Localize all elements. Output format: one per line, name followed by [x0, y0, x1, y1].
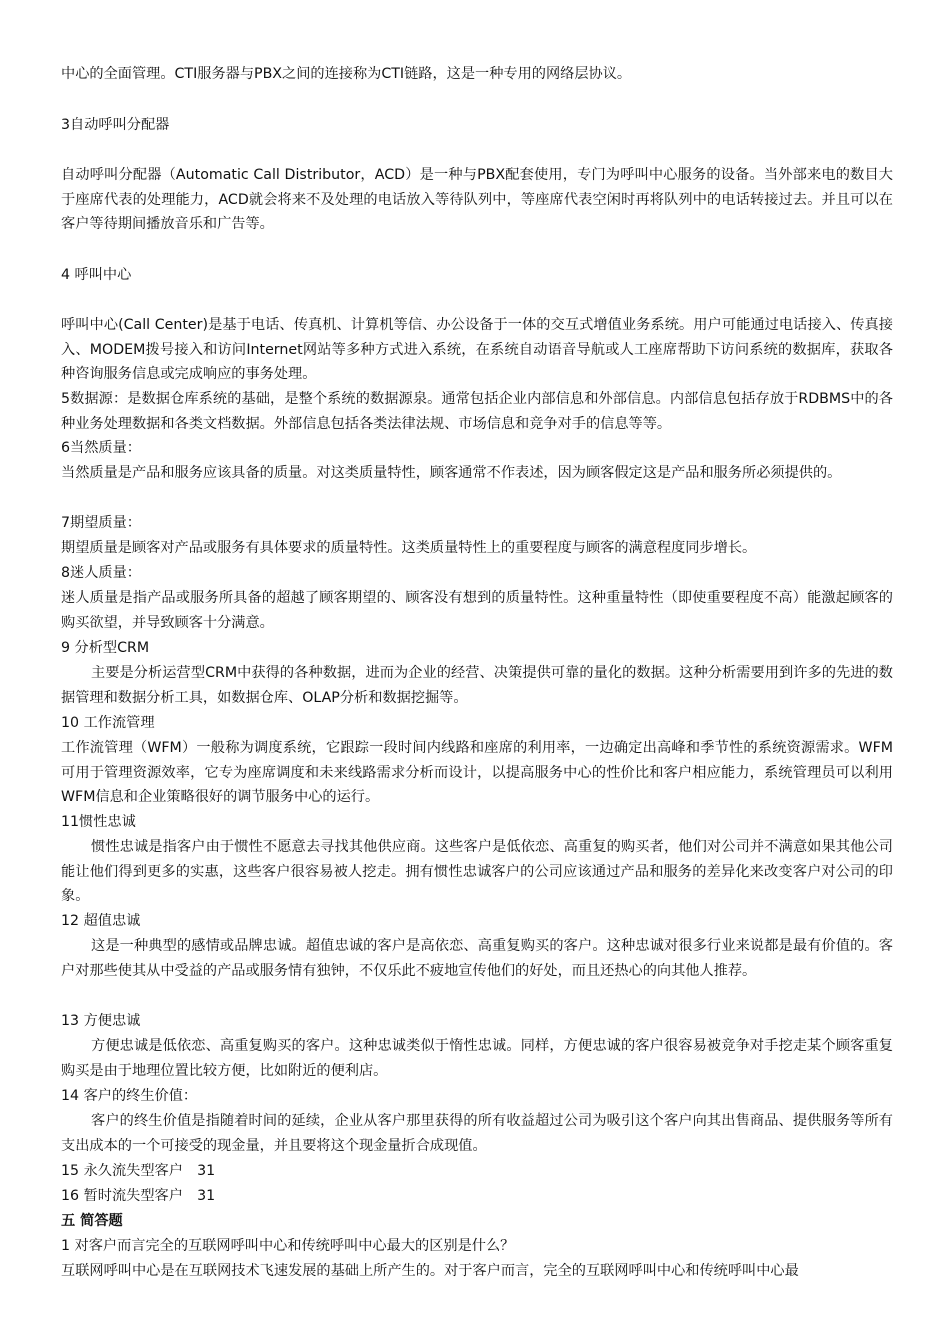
heading-natural-quality: 6当然质量： — [61, 440, 141, 456]
heading-analytical-crm: 9 分析型CRM — [61, 640, 150, 656]
heading-inertia-loyalty: 11惯性忠诚 — [61, 814, 136, 830]
paragraph-cti-link: 中心的全面管理。CTI服务器与PBX之间的连接称为CTI链路，这是一种专用的网络层协议。 — [61, 66, 632, 82]
heading-premium-loyalty: 12 超值忠诚 — [61, 913, 141, 929]
paragraph-lifetime-value: 客户的终生价值是指随着时间的延续，企业从客户那里获得的所有收益超过公司为吸引这个客户向其出售商品、提供服务等所有支出成本的一个可接受的现金量，并且要将这个现金量折合成现值。 — [61, 1113, 893, 1154]
paragraph-acd: 自动呼叫分配器（Automatic Call Distributor，ACD）是一种与PBX配套使用，专门为呼叫中心服务的设备。当外部来电的数目大于座席代表的处理能力，ACD就会将来不及处理的电话放入等待队列中，等座席代表空闲时再将队列中的电话转接过去。并且可以在客户等待期间播放音乐和广告等。 — [61, 167, 893, 233]
heading-call-center: 4 呼叫中心 — [61, 267, 132, 283]
heading-workflow: 10 工作流管理 — [61, 715, 155, 731]
item-temporary-churn: 16 暂时流失型客户 31 — [61, 1188, 216, 1204]
heading-lifetime-value: 14 客户的终生价值： — [61, 1088, 198, 1104]
heading-expected-quality: 7期望质量： — [61, 515, 141, 531]
paragraph-call-center: 呼叫中心(Call Center)是基于电话、传真机、计算机等信、办公设备于一体的交互式增值业务系统。用户可能通过电话接入、传真接入、MODEM拨号接入和访问Internet网站等多种方式进入系统，在系统自动语音导航或人工座席帮助下访问系统的数据库，获取各种咨询服务信息或完成响应的事务处理。 — [61, 317, 893, 383]
heading-acd: 3自动呼叫分配器 — [61, 117, 170, 133]
paragraph-charming-quality: 迷人质量是指产品或服务所具备的超越了顾客期望的、顾客没有想到的质量特性。这种重量特性（即使重要程度不高）能激起顾客的购买欲望，并导致顾客十分满意。 — [61, 590, 893, 631]
paragraph-natural-quality: 当然质量是产品和服务应该具备的质量。对这类质量特性，顾客通常不作表述，因为顾客假定这是产品和服务所必须提供的。 — [61, 465, 842, 481]
item-permanent-churn: 15 永久流失型客户 31 — [61, 1163, 216, 1179]
paragraph-inertia-loyalty: 惯性忠诚是指客户由于惯性不愿意去寻找其他供应商。这些客户是低依恋、高重复的购买者，他们对公司并不满意如果其他公司能让他们得到更多的实惠，这些客户很容易被人挖走。拥有惯性忠诚客户的公司应该通过产品和服务的差异化来改变客户对公司的印象。 — [61, 839, 893, 905]
paragraph-premium-loyalty: 这是一种典型的感情或品牌忠诚。超值忠诚的客户是高依恋、高重复购买的客户。这种忠诚对很多行业来说都是最有价值的。客户对那些使其从中受益的产品或服务情有独钟，不仅乐此不疲地宣传他们的好处，而且还热心的向其他人推荐。 — [61, 938, 893, 979]
question-1: 1 对客户而言完全的互联网呼叫中心和传统呼叫中心最大的区别是什么？ — [61, 1238, 515, 1254]
paragraph-analytical-crm: 主要是分析运营型CRM中获得的各种数据，进而为企业的经营、决策提供可靠的量化的数据。这种分析需要用到许多的先进的数据管理和数据分析工具，如数据仓库、OLAP分析和数据挖掘等。 — [61, 665, 893, 706]
paragraph-data-source: 5数据源：是数据仓库系统的基础，是整个系统的数据源泉。通常包括企业内部信息和外部信息。内部信息包括存放于RDBMS中的各种业务处理数据和各类文档数据。外部信息包括各类法律法规、市场信息和竞争对手的信息等等。 — [61, 391, 893, 432]
heading-convenience-loyalty: 13 方便忠诚 — [61, 1013, 141, 1029]
heading-charming-quality: 8迷人质量： — [61, 565, 141, 581]
answer-1-start: 互联网呼叫中心是在互联网技术飞速发展的基础上所产生的。对于客户而言，完全的互联网呼叫中心和传统呼叫中心最 — [61, 1263, 799, 1279]
paragraph-convenience-loyalty: 方便忠诚是低依恋、高重复购买的客户。这种忠诚类似于惰性忠诚。同样，方便忠诚的客户很容易被竞争对手挖走某个顾客重复购买是由于地理位置比较方便，比如附近的便利店。 — [61, 1038, 893, 1079]
paragraph-expected-quality: 期望质量是顾客对产品或服务有具体要求的质量特性。这类质量特性上的重要程度与顾客的满意程度同步增长。 — [61, 540, 757, 556]
section-heading-short-answer: 五 简答题 — [61, 1213, 123, 1229]
paragraph-workflow: 工作流管理（WFM）一般称为调度系统，它跟踪一段时间内线路和座席的利用率，一边确定出高峰和季节性的系统资源需求。WFM可用于管理资源效率，它专为座席调度和未来线路需求分析而设计，以提高服务中心的性价比和客户相应能力，系统管理员可以利用WFM信息和企业策略很好的调节服务中心的运行。 — [61, 740, 893, 806]
